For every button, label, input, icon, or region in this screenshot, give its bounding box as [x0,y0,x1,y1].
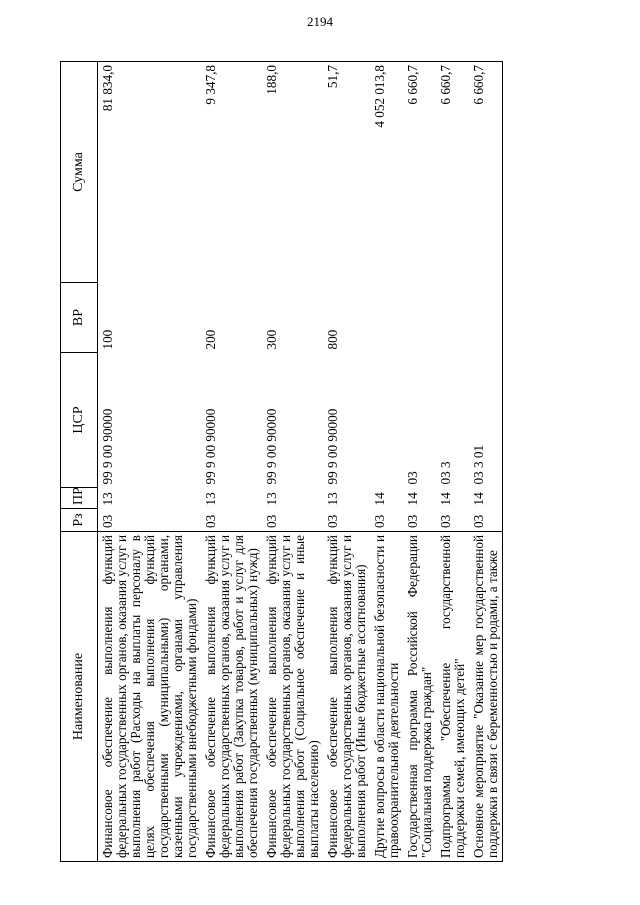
cell-vr [469,283,503,353]
cell-vr [436,283,469,353]
cell-rz: 03 [405,514,420,528]
cell-pr: 13 [203,492,218,506]
cell-name: Финансовое обеспечение выполнения функций федеральных государственных органов, оказания услуг и выполнения работ (Расходы на выплаты персоналу в целях обеспечения выполнения функций государственными (муниципальными) органами, казенными учреждениями, органами управления государственными внебюджетными фондами) [98,532,202,862]
cell-rz: 03 [203,514,218,528]
header-row [61,62,98,862]
table-row [323,62,370,862]
cell-rz: 03 [438,514,453,528]
cell-pr: 14 [405,492,420,506]
table-row [403,62,436,862]
cell-pr: 14 [438,492,453,506]
cell-rz: 03 [469,509,503,532]
cell-name: Подпрограмма "Обеспечение государственной поддержки семей, имеющих детей" [436,532,469,862]
cell-name: Основное мероприятие "Оказание мер государственной поддержки в связи с беременностью и родами, а также [469,532,503,862]
cell-csr: 03 3 01 [469,353,503,488]
cell-sum: 4 052 013,8 [370,62,403,283]
cell-rz: 03 [372,514,387,528]
page-number: 2194 [307,14,333,29]
col-header-vr: ВР [61,283,98,353]
table-container [60,62,602,862]
budget-table [60,61,503,862]
cell-csr: 99 9 00 90000 [264,408,279,485]
cell-vr [370,283,403,353]
col-header-csr: ЦСР [61,353,98,488]
cell-name: Финансовое обеспечение выполнения функций федеральных государственных органов, оказания услуг и выполнения работ (Закупка товаров, работ и услуг для обеспечения государственных (муниципальных) нужд) [201,532,262,862]
cell-sum: 81 834,0 [98,62,202,283]
cell-csr: 99 9 00 90000 [100,408,115,485]
cell-pr: 13 [325,492,340,506]
col-header-sum: Сумма [61,62,98,283]
table-row [262,62,323,862]
cell-rz: 03 [325,514,340,528]
cell-vr: 300 [264,329,279,350]
cell-csr: 99 9 00 90000 [203,408,218,485]
cell-name: Государственная программа Российской Федерации "Социальная поддержка граждан" [403,532,436,862]
table-row [370,62,403,862]
col-header-pr: ПР [61,488,98,509]
cell-csr [370,353,403,488]
cell-sum: 9 347,8 [201,62,262,283]
cell-name: Финансовое обеспечение выполнения функций федеральных государственных органов, оказания услуг и выполнения работ (Социальное обеспечение и иные выплаты населению) [262,532,323,862]
cell-vr: 800 [325,329,340,350]
rotated-table-area [60,62,602,862]
cell-pr: 14 [372,492,387,506]
col-header-rz: Рз [61,509,98,532]
col-header-name: Наименование [61,532,98,862]
cell-csr: 03 3 [438,461,453,485]
cell-vr: 200 [203,329,218,350]
cell-name: Финансовое обеспечение выполнения функций федеральных государственных органов, оказания услуг и выполнения работ (Иные бюджетные ассигнования) [323,532,370,862]
cell-sum: 6 660,7 [403,62,436,283]
cell-pr: 14 [469,488,503,509]
cell-name: Другие вопросы в области национальной безопасности и правоохранительной деятельности [370,532,403,862]
table-row [436,62,469,862]
cell-sum: 6 660,7 [469,62,503,283]
cell-sum: 188,0 [262,62,323,283]
table-row [201,62,262,862]
cell-vr [403,283,436,353]
table-row [469,62,503,862]
table-body [98,62,503,862]
cell-pr: 13 [264,492,279,506]
cell-pr: 13 [100,492,115,506]
cell-sum: 51,7 [323,62,370,283]
cell-rz: 03 [100,514,115,528]
table-row [98,62,202,862]
cell-csr: 99 9 00 90000 [325,408,340,485]
cell-rz: 03 [264,514,279,528]
cell-csr: 03 [405,471,420,485]
cell-sum: 6 660,7 [436,62,469,283]
cell-vr: 100 [100,329,115,350]
